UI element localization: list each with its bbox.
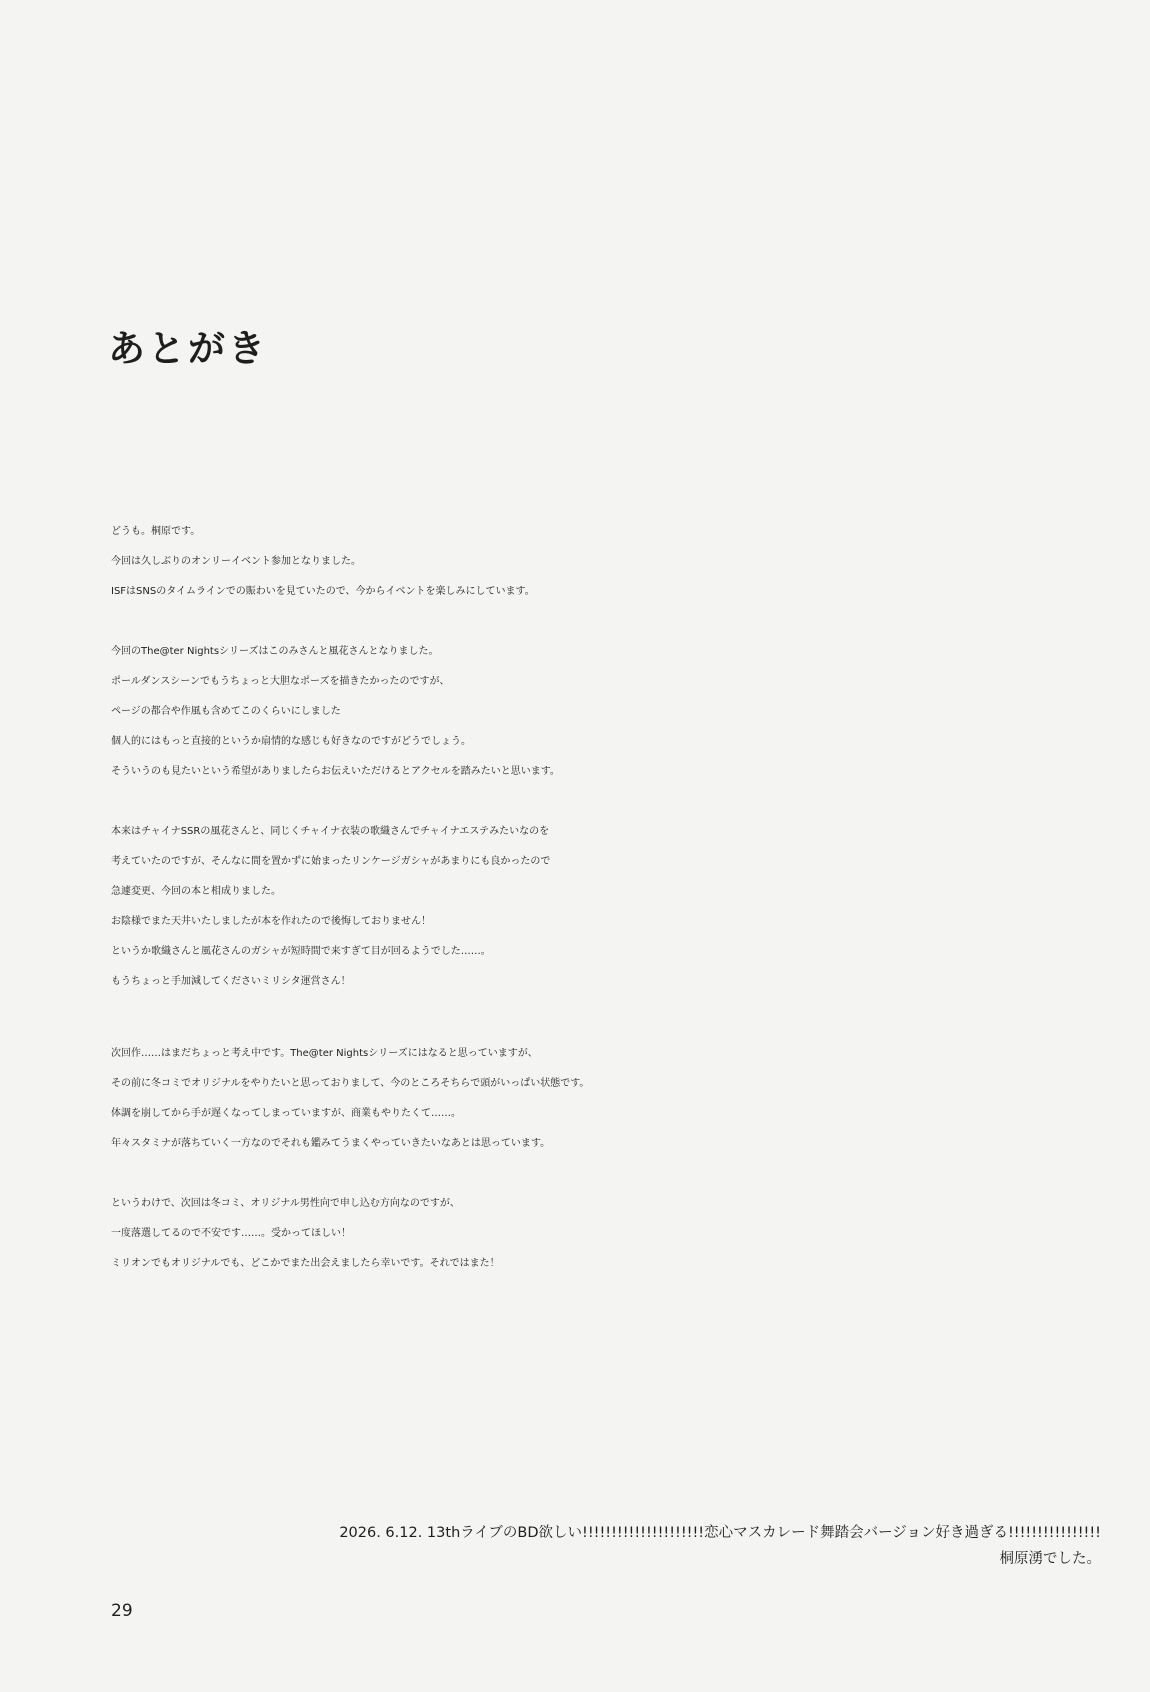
page-number: 29 [111,1601,133,1621]
paragraph-spacer [111,787,1141,817]
paragraph-2 [111,637,1141,787]
page-title: あとがき [108,327,268,370]
text-line: というわけで、次回は冬コミ、オリジナル男性向で申し込む方向なのですが、 [111,1198,460,1209]
text-line: 今回は久しぶりのオンリーイベント参加となりました。 [111,556,361,567]
text-line: 本来はチャイナSSRの風花さんと、同じくチャイナ衣装の歌織さんでチャイナエステみたいなのを [111,826,550,837]
paragraph-5 [111,1189,1141,1279]
text-line: そういうのも見たいという希望がありましたらお伝えいただけるとアクセルを踏みたいと思います。 [111,766,560,777]
paragraph-1 [111,517,1141,607]
text-line: 今回のThe@ter Nightsシリーズはこのみさんと風花さんとなりました。 [111,646,439,657]
paragraph-4 [111,1039,1141,1159]
text-line: 次回作……はまだちょっと考え中です。The@ter Nightsシリーズにはなると思っていますが、 [111,1048,538,1059]
text-line: 個人的にはもっと直接的というか扇情的な感じも好きなのですがどうでしょう。 [111,736,471,747]
signature-name-line: 桐原湧でした。 [999,1551,1101,1567]
text-line: もうちょっと手加減してくださいミリシタ運営さん！ [111,976,351,987]
text-line: というか歌織さんと風花さんのガシャが短時間で来すぎて目が回るようでした……。 [111,946,491,957]
signature-note [339,1520,1101,1572]
paragraph-spacer [111,997,1141,1039]
text-line: ポールダンスシーンでもうちょっと大胆なポーズを描きたかったのですが、 [111,676,450,687]
text-line: その前に冬コミでオリジナルをやりたいと思っておりまして、今のところそちらで頭がいっぱい状態です。 [111,1078,590,1089]
text-line: 年々スタミナが落ちていく一方なのでそれも鑑みてうまくやっていきたいなあとは思っています。 [111,1138,551,1149]
signature-date-line: 2026. 6.12. 13thライブのBD欲しい!!!!!!!!!!!!!!!!!!!!!恋心マスカレード舞踏会バージョン好き過ぎる!!!!!!!!!!!!!!!! [339,1525,1101,1541]
text-line: 急遽変更、今回の本と相成りました。 [111,886,281,897]
paragraph-3 [111,817,1141,997]
text-line: 考えていたのですが、そんなに間を置かずに始まったリンケージガシャがあまりにも良かったので [111,856,551,867]
text-line: お陰様でまた天井いたしましたが本を作れたので後悔しておりません！ [111,916,431,927]
text-line: ミリオンでもオリジナルでも、どこかでまた出会えましたら幸いです。それではまた！ [111,1258,500,1269]
paragraph-spacer [111,607,1141,637]
text-line: どうも。桐原です。 [111,526,201,537]
text-line: 体調を崩してから手が遅くなってしまっていますが、商業もやりたくて……。 [111,1108,461,1119]
text-line: 一度落選してるので不安です……。受かってほしい！ [111,1228,351,1239]
text-line: ISFはSNSのタイムラインでの賑わいを見ていたので、今からイベントを楽しみにしています。 [111,586,535,597]
paragraph-spacer [111,1159,1141,1189]
afterword-body [111,517,1141,1279]
text-line: ページの都合や作風も含めてこのくらいにしました [111,706,341,717]
